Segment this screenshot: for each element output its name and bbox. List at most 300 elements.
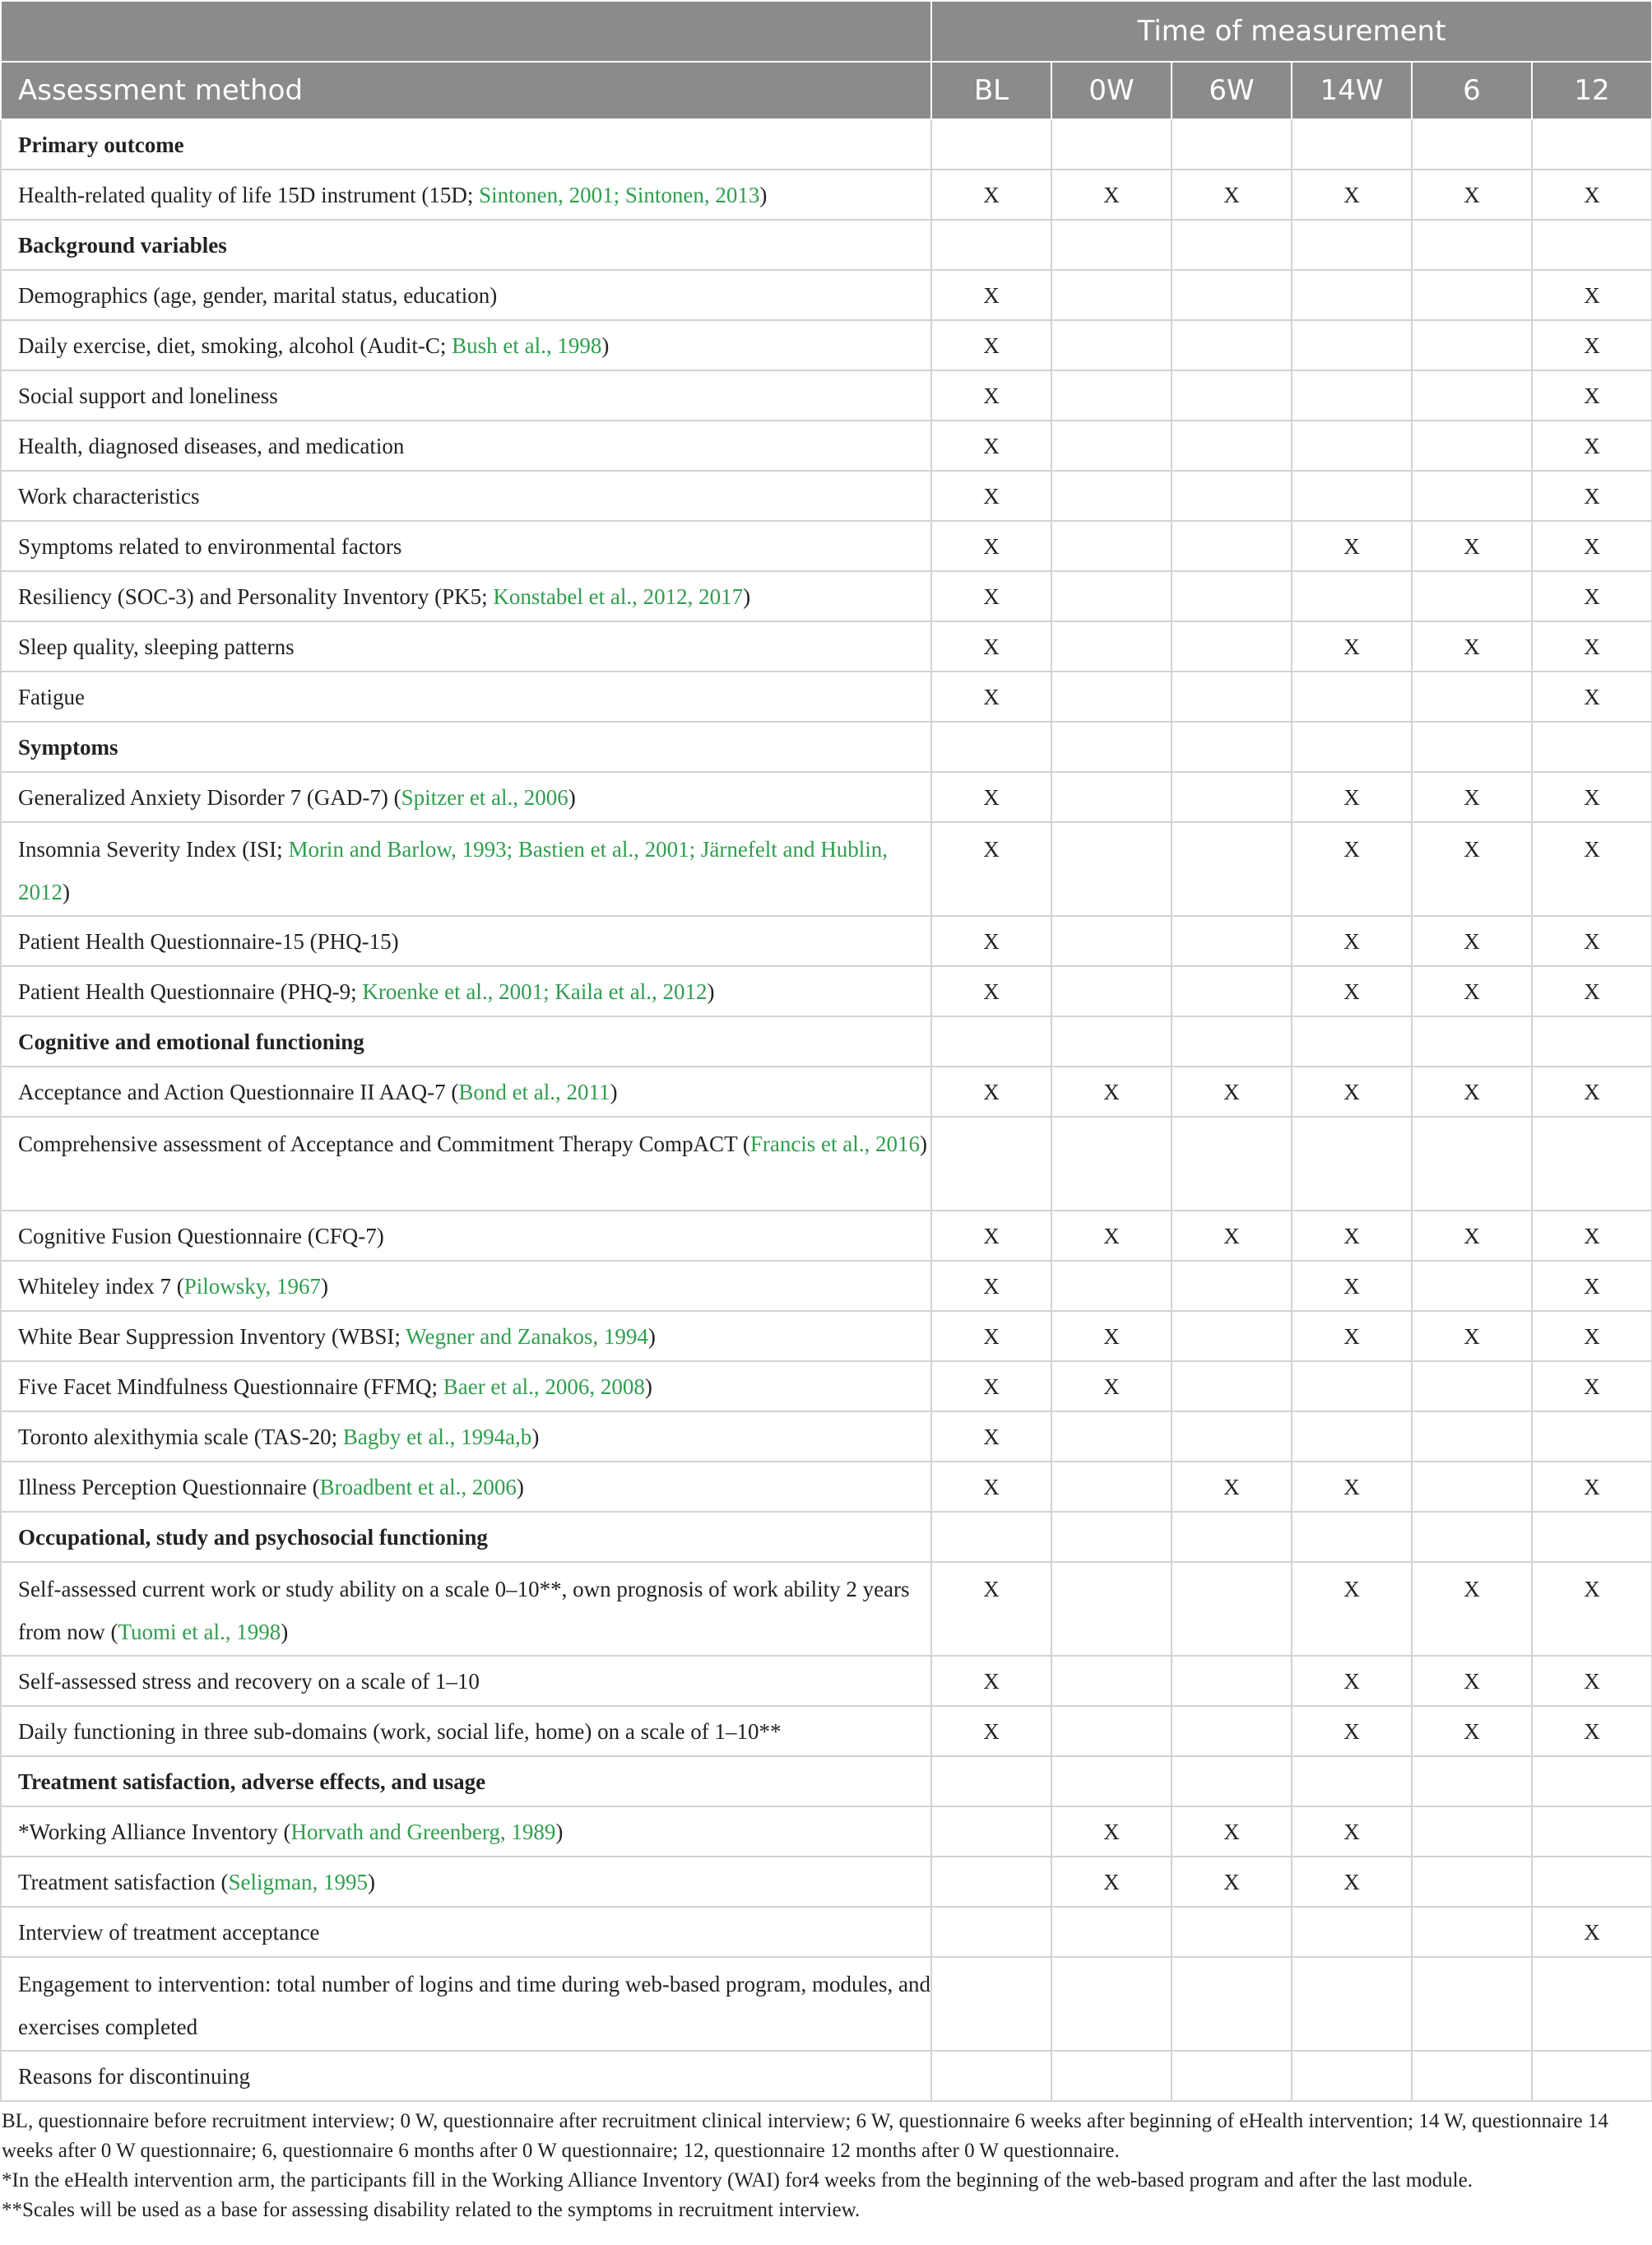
measurement-mark-bl: X	[931, 521, 1051, 571]
measurement-mark-bl: X	[931, 1311, 1051, 1361]
table-row	[1, 1562, 1652, 1656]
measurement-mark-6	[1412, 320, 1532, 370]
measurement-mark-6w: X	[1172, 1067, 1292, 1117]
table-row	[1, 1806, 1652, 1857]
measurement-mark-6: X	[1412, 1706, 1532, 1756]
method-text: Treatment satisfaction, adverse effects, and usage	[18, 1769, 486, 1794]
method-text: Generalized Anxiety Disorder 7 (GAD-7) (	[18, 784, 401, 810]
table-row	[1, 471, 1652, 521]
measurement-mark-6	[1412, 220, 1532, 270]
table-row	[1, 571, 1652, 621]
measurement-mark-bl: X	[931, 966, 1051, 1016]
measurement-mark-0w: X	[1051, 1067, 1172, 1117]
table-row	[1, 1361, 1652, 1411]
table-header	[1, 1, 1652, 119]
measurement-mark-14w: X	[1292, 916, 1412, 966]
table-row	[1, 320, 1652, 370]
measurement-mark-6	[1412, 1411, 1532, 1462]
measurement-mark-6w	[1172, 521, 1292, 571]
measurement-mark-6: X	[1412, 521, 1532, 571]
method-text: Occupational, study and psychosocial functioning	[18, 1524, 488, 1550]
measurement-mark-6w	[1172, 822, 1292, 916]
table-row	[1, 1706, 1652, 1756]
assessment-method-cell	[1, 1806, 931, 1857]
measurement-mark-6w	[1172, 1756, 1292, 1806]
measurement-mark-6	[1412, 119, 1532, 170]
measurement-mark-6w	[1172, 421, 1292, 471]
measurement-mark-0w	[1051, 1656, 1172, 1706]
measurement-mark-12	[1532, 1016, 1652, 1067]
measurement-mark-bl: X	[931, 571, 1051, 621]
measurement-mark-12	[1532, 119, 1652, 170]
measurement-mark-6w	[1172, 370, 1292, 421]
measurement-mark-12: X	[1532, 421, 1652, 471]
measurement-mark-bl: X	[931, 621, 1051, 672]
measurement-mark-6w	[1172, 772, 1292, 822]
measurement-mark-14w	[1292, 270, 1412, 320]
table-row	[1, 1117, 1652, 1211]
method-text: Patient Health Questionnaire-15 (PHQ-15)	[18, 928, 399, 954]
measurement-mark-bl: X	[931, 1067, 1051, 1117]
measurement-mark-0w	[1051, 1957, 1172, 2051]
measurement-mark-14w: X	[1292, 1211, 1412, 1261]
measurement-mark-0w	[1051, 916, 1172, 966]
section-heading	[1, 220, 931, 270]
measurement-mark-bl	[931, 1857, 1051, 1907]
reference-citation: Horvath and Greenberg, 1989	[290, 1819, 556, 1844]
assessment-method-cell	[1, 270, 931, 320]
measurement-mark-6: X	[1412, 966, 1532, 1016]
measurement-mark-6	[1412, 1806, 1532, 1857]
header-blank-cell	[1, 1, 931, 62]
measurement-mark-14w: X	[1292, 1656, 1412, 1706]
measurement-mark-0w	[1051, 1907, 1172, 1957]
method-text: Acceptance and Action Questionnaire II AAQ-7 (	[18, 1079, 459, 1104]
table-row	[1, 672, 1652, 722]
measurement-mark-0w	[1051, 621, 1172, 672]
measurement-mark-0w	[1051, 966, 1172, 1016]
reference-citation: Wegner and Zanakos, 1994	[406, 1323, 648, 1349]
measurement-mark-bl: X	[931, 270, 1051, 320]
measurement-mark-14w	[1292, 571, 1412, 621]
measurement-mark-14w	[1292, 220, 1412, 270]
measurement-mark-6w: X	[1172, 1211, 1292, 1261]
measurement-mark-14w: X	[1292, 1067, 1412, 1117]
assessment-method-cell	[1, 1211, 931, 1261]
measurement-mark-bl: X	[931, 1656, 1051, 1706]
table-row	[1, 521, 1652, 571]
table-row	[1, 1857, 1652, 1907]
measurement-mark-14w: X	[1292, 1311, 1412, 1361]
reference-citation: Morin and Barlow, 1993; Bastien et al., 2001; Järnefelt and Hublin, 2012	[18, 837, 889, 904]
measurement-mark-6w: X	[1172, 1806, 1292, 1857]
section-row	[1, 119, 1652, 170]
method-text: Daily exercise, diet, smoking, alcohol (Audit-C;	[18, 332, 452, 358]
table-row	[1, 1067, 1652, 1117]
measurement-mark-bl	[931, 1016, 1051, 1067]
reference-citation: Bush et al., 1998	[452, 332, 602, 358]
measurement-mark-bl: X	[931, 772, 1051, 822]
measurement-mark-0w	[1051, 1462, 1172, 1512]
measurement-mark-6	[1412, 672, 1532, 722]
measurement-mark-6w	[1172, 966, 1292, 1016]
measurement-mark-6w	[1172, 1706, 1292, 1756]
measurement-mark-14w: X	[1292, 1706, 1412, 1756]
measurement-mark-12: X	[1532, 270, 1652, 320]
assessment-method-cell	[1, 521, 931, 571]
measurement-mark-14w	[1292, 1411, 1412, 1462]
measurement-mark-6: X	[1412, 1562, 1532, 1656]
method-text: )	[601, 332, 610, 358]
footnote-scales: **Scales will be used as a base for assessing disability related to the symptoms in recruitment interview.	[2, 2199, 861, 2221]
method-text: *Working Alliance Inventory (	[18, 1819, 291, 1844]
measurement-mark-6w	[1172, 1117, 1292, 1211]
measurement-mark-14w	[1292, 1117, 1412, 1211]
method-text: Demographics (age, gender, marital status, education)	[18, 282, 498, 308]
measurement-mark-12: X	[1532, 1211, 1652, 1261]
measurement-mark-12	[1532, 220, 1652, 270]
measurement-mark-6w	[1172, 1562, 1292, 1656]
reference-citation: Kroenke et al., 2001; Kaila et al., 2012	[362, 978, 708, 1004]
measurement-mark-12	[1532, 1117, 1652, 1211]
measurement-mark-12	[1532, 1756, 1652, 1806]
measurement-mark-0w: X	[1051, 170, 1172, 220]
measurement-mark-6w	[1172, 1361, 1292, 1411]
method-text: Cognitive Fusion Questionnaire (CFQ-7)	[18, 1223, 384, 1248]
assessment-method-cell	[1, 2051, 931, 2101]
measurement-mark-6: X	[1412, 1656, 1532, 1706]
measurement-mark-bl: X	[931, 170, 1051, 220]
table-row	[1, 822, 1652, 916]
column-header-0w: 0W	[1051, 62, 1172, 119]
measurement-mark-bl: X	[931, 471, 1051, 521]
measurement-mark-6w	[1172, 1311, 1292, 1361]
method-text: Engagement to intervention: total number of logins and time during web-based program, modules, and exercises completed	[18, 1972, 930, 2039]
table-row	[1, 966, 1652, 1016]
section-row	[1, 1512, 1652, 1562]
method-text: )	[281, 1620, 289, 1644]
measurement-mark-14w	[1292, 722, 1412, 772]
table-row	[1, 1411, 1652, 1462]
measurement-mark-14w	[1292, 370, 1412, 421]
column-header-14w: 14W	[1292, 62, 1412, 119]
method-text: Self-assessed stress and recovery on a scale of 1–10	[18, 1668, 480, 1694]
measurement-mark-12	[1532, 2051, 1652, 2101]
section-heading	[1, 722, 931, 772]
measurement-mark-0w	[1051, 370, 1172, 421]
measurement-mark-6: X	[1412, 170, 1532, 220]
measurement-mark-6w	[1172, 1261, 1292, 1311]
measurement-mark-6w	[1172, 1907, 1292, 1957]
column-header-6w: 6W	[1172, 62, 1292, 119]
measurement-mark-bl: X	[931, 320, 1051, 370]
method-text: Five Facet Mindfulness Questionnaire (FFMQ;	[18, 1373, 443, 1399]
measurement-mark-bl: X	[931, 1261, 1051, 1311]
measurement-mark-0w	[1051, 2051, 1172, 2101]
measurement-mark-bl	[931, 2051, 1051, 2101]
assessment-method-cell	[1, 1656, 931, 1706]
assessment-method-cell	[1, 1957, 931, 2051]
measurement-mark-14w	[1292, 2051, 1412, 2101]
method-text: )	[516, 1474, 524, 1499]
measurement-mark-14w	[1292, 672, 1412, 722]
measurement-mark-6w	[1172, 571, 1292, 621]
method-text: Background variables	[18, 232, 227, 258]
method-text: )	[743, 583, 751, 609]
table-row	[1, 421, 1652, 471]
measurement-mark-6w	[1172, 1411, 1292, 1462]
assessment-method-header: Assessment method	[1, 62, 931, 119]
measurement-mark-12: X	[1532, 1311, 1652, 1361]
reference-citation: Broadbent et al., 2006	[319, 1474, 517, 1499]
section-row	[1, 1756, 1652, 1806]
measurement-mark-6w	[1172, 220, 1292, 270]
measurement-mark-12	[1532, 1957, 1652, 2051]
measurement-mark-14w	[1292, 1016, 1412, 1067]
method-text: Treatment satisfaction (	[18, 1869, 229, 1894]
measurement-mark-bl: X	[931, 1411, 1051, 1462]
measurement-mark-6w	[1172, 916, 1292, 966]
method-text: Health, diagnosed diseases, and medication	[18, 433, 405, 458]
table-row	[1, 1311, 1652, 1361]
assessment-method-cell	[1, 1261, 931, 1311]
measurement-mark-0w	[1051, 672, 1172, 722]
method-text: Interview of treatment acceptance	[18, 1919, 320, 1945]
measurement-mark-6	[1412, 2051, 1532, 2101]
measurement-mark-14w	[1292, 320, 1412, 370]
section-heading	[1, 119, 931, 170]
measurement-mark-12: X	[1532, 521, 1652, 571]
table-footnotes	[0, 2107, 1639, 2225]
table-row	[1, 370, 1652, 421]
method-text: )	[531, 1424, 540, 1449]
method-text: )	[320, 1273, 328, 1299]
measurement-mark-0w	[1051, 471, 1172, 521]
measurement-mark-0w	[1051, 571, 1172, 621]
table-row	[1, 270, 1652, 320]
measurement-mark-6	[1412, 1361, 1532, 1411]
measurement-mark-14w	[1292, 1512, 1412, 1562]
measurement-mark-6w: X	[1172, 1462, 1292, 1512]
table-row	[1, 1907, 1652, 1957]
measurement-mark-6	[1412, 1957, 1532, 2051]
method-text: Social support and loneliness	[18, 383, 278, 408]
measurement-mark-14w: X	[1292, 521, 1412, 571]
measurement-mark-12	[1532, 1806, 1652, 1857]
method-text: Reasons for discontinuing	[18, 2063, 250, 2089]
table-body	[1, 119, 1652, 2101]
measurement-mark-0w	[1051, 1512, 1172, 1562]
measurement-mark-14w	[1292, 1756, 1412, 1806]
method-text: Health-related quality of life 15D instrument (15D;	[18, 182, 480, 207]
section-row	[1, 1016, 1652, 1067]
method-text: )	[63, 880, 70, 904]
measurement-mark-14w: X	[1292, 1857, 1412, 1907]
measurement-mark-bl	[931, 1907, 1051, 1957]
measurement-mark-12: X	[1532, 1261, 1652, 1311]
assessment-method-cell	[1, 370, 931, 421]
measurement-mark-0w: X	[1051, 1311, 1172, 1361]
reference-citation: Konstabel et al., 2012, 2017	[493, 583, 744, 609]
measurement-mark-6: X	[1412, 916, 1532, 966]
measurement-mark-0w	[1051, 1117, 1172, 1211]
method-text: )	[367, 1869, 375, 1894]
footnote-working-alliance: *In the eHealth intervention arm, the participants fill in the Working Alliance Inventory (WAI) for4 weeks from the beginning of the web-based program and after the last module.	[2, 2169, 1473, 2192]
method-text: )	[647, 1323, 656, 1349]
section-heading	[1, 1016, 931, 1067]
assessment-method-cell	[1, 1706, 931, 1756]
method-text: Resiliency (SOC-3) and Personality Inventory (PK5;	[18, 583, 494, 609]
measurement-mark-12: X	[1532, 1462, 1652, 1512]
measurement-mark-14w	[1292, 471, 1412, 521]
method-text: )	[707, 978, 715, 1004]
measurement-mark-bl	[931, 1957, 1051, 2051]
measurement-mark-14w: X	[1292, 621, 1412, 672]
measurement-mark-bl	[931, 1117, 1051, 1211]
measurement-mark-6w	[1172, 2051, 1292, 2101]
measurement-mark-0w	[1051, 521, 1172, 571]
measurement-mark-6: X	[1412, 822, 1532, 916]
column-header-12: 12	[1532, 62, 1652, 119]
measurement-mark-bl	[931, 119, 1051, 170]
assessment-method-cell	[1, 1857, 931, 1907]
measurement-mark-6w	[1172, 722, 1292, 772]
reference-citation: Seligman, 1995	[228, 1869, 368, 1894]
assessment-method-cell	[1, 916, 931, 966]
assessment-method-cell	[1, 966, 931, 1016]
measurement-mark-0w	[1051, 822, 1172, 916]
assessment-method-cell	[1, 1067, 931, 1117]
measurement-mark-6	[1412, 370, 1532, 421]
method-text: White Bear Suppression Inventory (WBSI;	[18, 1323, 406, 1349]
measurement-mark-bl	[931, 722, 1051, 772]
measurement-mark-14w	[1292, 1957, 1412, 2051]
method-text: Sleep quality, sleeping patterns	[18, 634, 295, 659]
table-row	[1, 916, 1652, 966]
measurement-mark-bl	[931, 1756, 1051, 1806]
measurement-mark-12	[1532, 1411, 1652, 1462]
measurement-mark-14w: X	[1292, 1562, 1412, 1656]
time-of-measurement-header: Time of measurement	[931, 1, 1652, 62]
measurement-mark-6: X	[1412, 772, 1532, 822]
reference-citation: Francis et al., 2016	[749, 1132, 921, 1156]
reference-citation: Bond et al., 2011	[458, 1079, 610, 1104]
measurement-mark-0w	[1051, 421, 1172, 471]
measurement-mark-0w: X	[1051, 1361, 1172, 1411]
table-row	[1, 170, 1652, 220]
measurement-mark-0w	[1051, 1706, 1172, 1756]
measurement-mark-bl	[931, 1512, 1051, 1562]
section-heading	[1, 1512, 931, 1562]
table-row	[1, 1957, 1652, 2051]
measurement-mark-6	[1412, 571, 1532, 621]
measurement-mark-12	[1532, 1512, 1652, 1562]
method-text: Daily functioning in three sub-domains (work, social life, home) on a scale of 1–10**	[18, 1718, 782, 1744]
measurement-mark-0w	[1051, 320, 1172, 370]
reference-citation: Sintonen, 2001; Sintonen, 2013	[479, 182, 760, 207]
measurement-mark-0w	[1051, 1411, 1172, 1462]
measurement-mark-6	[1412, 1117, 1532, 1211]
measurement-mark-6w	[1172, 320, 1292, 370]
measurement-mark-14w	[1292, 1907, 1412, 1957]
measurement-mark-6: X	[1412, 621, 1532, 672]
measurement-mark-14w: X	[1292, 1806, 1412, 1857]
method-text: )	[920, 1132, 928, 1156]
measurement-mark-6	[1412, 471, 1532, 521]
method-text: Symptoms	[18, 734, 118, 760]
measurement-mark-bl: X	[931, 1361, 1051, 1411]
measurement-mark-bl: X	[931, 672, 1051, 722]
table-row	[1, 2051, 1652, 2101]
measurement-mark-14w	[1292, 119, 1412, 170]
measurement-mark-6w: X	[1172, 1857, 1292, 1907]
measurement-mark-14w	[1292, 1361, 1412, 1411]
reference-citation: Baer et al., 2006, 2008	[443, 1373, 645, 1399]
measurement-mark-6	[1412, 722, 1532, 772]
assessment-method-cell	[1, 1462, 931, 1512]
method-text: Insomnia Severity Index (ISI;	[18, 837, 289, 862]
measurement-mark-6w	[1172, 1512, 1292, 1562]
measurement-mark-bl: X	[931, 1462, 1051, 1512]
measurement-mark-0w	[1051, 220, 1172, 270]
measurement-mark-bl	[931, 220, 1051, 270]
measurement-mark-bl: X	[931, 421, 1051, 471]
measurement-mark-6w: X	[1172, 170, 1292, 220]
method-text: Toronto alexithymia scale (TAS-20;	[18, 1424, 343, 1449]
measurement-mark-12: X	[1532, 1562, 1652, 1656]
measurement-mark-6	[1412, 1261, 1532, 1311]
measurement-mark-6	[1412, 1462, 1532, 1512]
measurement-mark-6: X	[1412, 1311, 1532, 1361]
measurement-mark-6w	[1172, 621, 1292, 672]
assessment-method-cell	[1, 772, 931, 822]
table-row	[1, 1261, 1652, 1311]
measurement-mark-12: X	[1532, 772, 1652, 822]
table-row	[1, 1211, 1652, 1261]
measurement-mark-6w	[1172, 672, 1292, 722]
measurement-mark-6	[1412, 1857, 1532, 1907]
column-header-6: 6	[1412, 62, 1532, 119]
method-text: Work characteristics	[18, 483, 200, 509]
measurement-mark-6w	[1172, 1016, 1292, 1067]
measurement-mark-bl: X	[931, 822, 1051, 916]
measurement-mark-0w	[1051, 1562, 1172, 1656]
measurement-mark-12: X	[1532, 1706, 1652, 1756]
measurement-mark-6w	[1172, 1957, 1292, 2051]
method-text: Fatigue	[18, 684, 85, 709]
assessment-method-cell	[1, 1361, 931, 1411]
method-text: )	[568, 784, 576, 810]
method-text: Cognitive and emotional functioning	[18, 1029, 364, 1054]
measurement-mark-12: X	[1532, 966, 1652, 1016]
measurement-mark-bl: X	[931, 1211, 1051, 1261]
measurement-mark-12: X	[1532, 621, 1652, 672]
table-row	[1, 621, 1652, 672]
measurement-mark-12: X	[1532, 916, 1652, 966]
measurement-mark-12: X	[1532, 1067, 1652, 1117]
measurement-mark-12	[1532, 1857, 1652, 1907]
measurement-mark-12: X	[1532, 571, 1652, 621]
measurement-mark-12: X	[1532, 1361, 1652, 1411]
method-text: Patient Health Questionnaire (PHQ-9;	[18, 978, 363, 1004]
method-text: Whiteley index 7 (	[18, 1273, 184, 1299]
assessment-method-cell	[1, 471, 931, 521]
measurement-mark-6w	[1172, 119, 1292, 170]
measurement-mark-bl: X	[931, 370, 1051, 421]
table-row	[1, 772, 1652, 822]
footnote-abbreviations: BL, questionnaire before recruitment interview; 0 W, questionnaire after recruitment clinical interview; 6 W, questionnaire 6 weeks after beginning of eHealth intervention; 14 W, questionnaire 14 weeks after 0 W questionnaire; 6, questionnaire 6 months after 0 W questionnaire; 12, questionnaire 12 months after 0 W questionnaire.	[2, 2110, 1608, 2162]
measurement-mark-12: X	[1532, 672, 1652, 722]
